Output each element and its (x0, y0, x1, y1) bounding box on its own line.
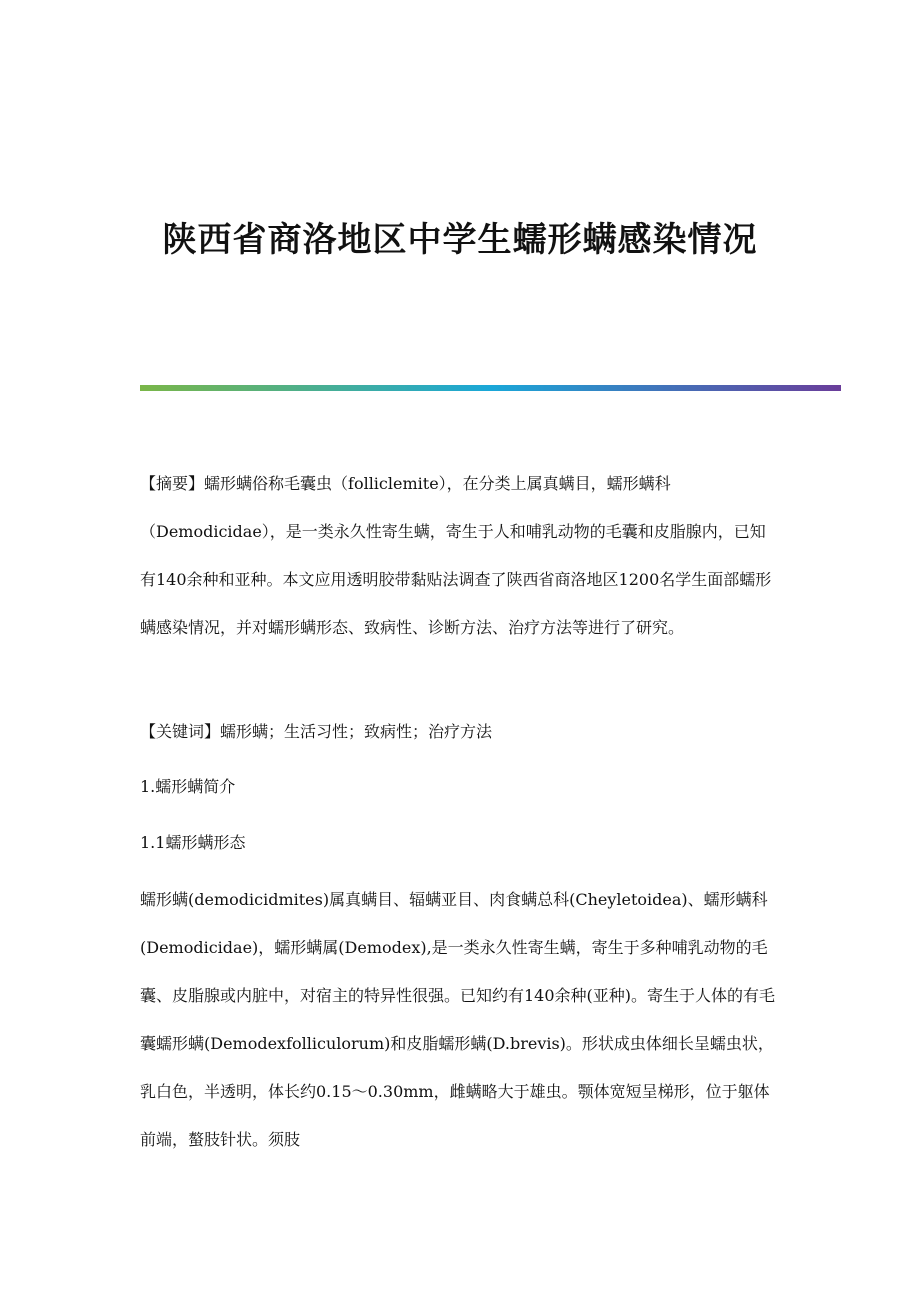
section-1-1-heading: 1.1蠕形螨形态 (140, 833, 246, 852)
abstract-paragraph (140, 460, 780, 652)
keywords-label: 【关键词】 (140, 722, 221, 741)
keywords-paragraph (140, 708, 780, 756)
section-1-heading: 1.蠕形螨简介 (140, 777, 236, 796)
abstract-text: 蠕形螨俗称毛囊虫（folliclemite），在分类上属真螨目，蠕形螨科（Demodicidae），是一类永久性寄生螨，寄生于人和哺乳动物的毛囊和皮脂腺内，已知有140余种和亚种。本文应用透明胶带黏贴法调查了陕西省商洛地区1200名学生面部蠕形螨感染情况，并对蠕形螨形态、致病性、诊断方法、治疗方法等进行了研究。 (140, 474, 772, 637)
abstract-label: 【摘要】 (140, 474, 205, 493)
keywords-text: 蠕形螨；生活习性；致病性；治疗方法 (220, 722, 493, 741)
title-divider (140, 385, 841, 391)
document-title: 陕西省商洛地区中学生蠕形螨感染情况 (162, 220, 758, 260)
section-1-1-paragraph: 蠕形螨(demodicidmites)属真螨目、辐螨亚目、肉食螨总科(Cheyletoidea)、蠕形螨科(Demodicidae)，蠕形螨属(Demodex),是一类永久性寄生螨，寄生于多种哺乳动物的毛囊、皮脂腺或内脏中，对宿主的特异性很强。已知约有140余种(亚种)。寄生于人体的有毛囊蠕形螨(Demodexfolliculorum)和皮脂蠕形螨(D.brevis)。形状成虫体细长呈蠕虫状，乳白色，半透明，体长约0.15～0.30mm，雌螨略大于雄虫。颚体宽短呈梯形，位于躯体前端，螯肢针状。须肢 (140, 890, 776, 1149)
